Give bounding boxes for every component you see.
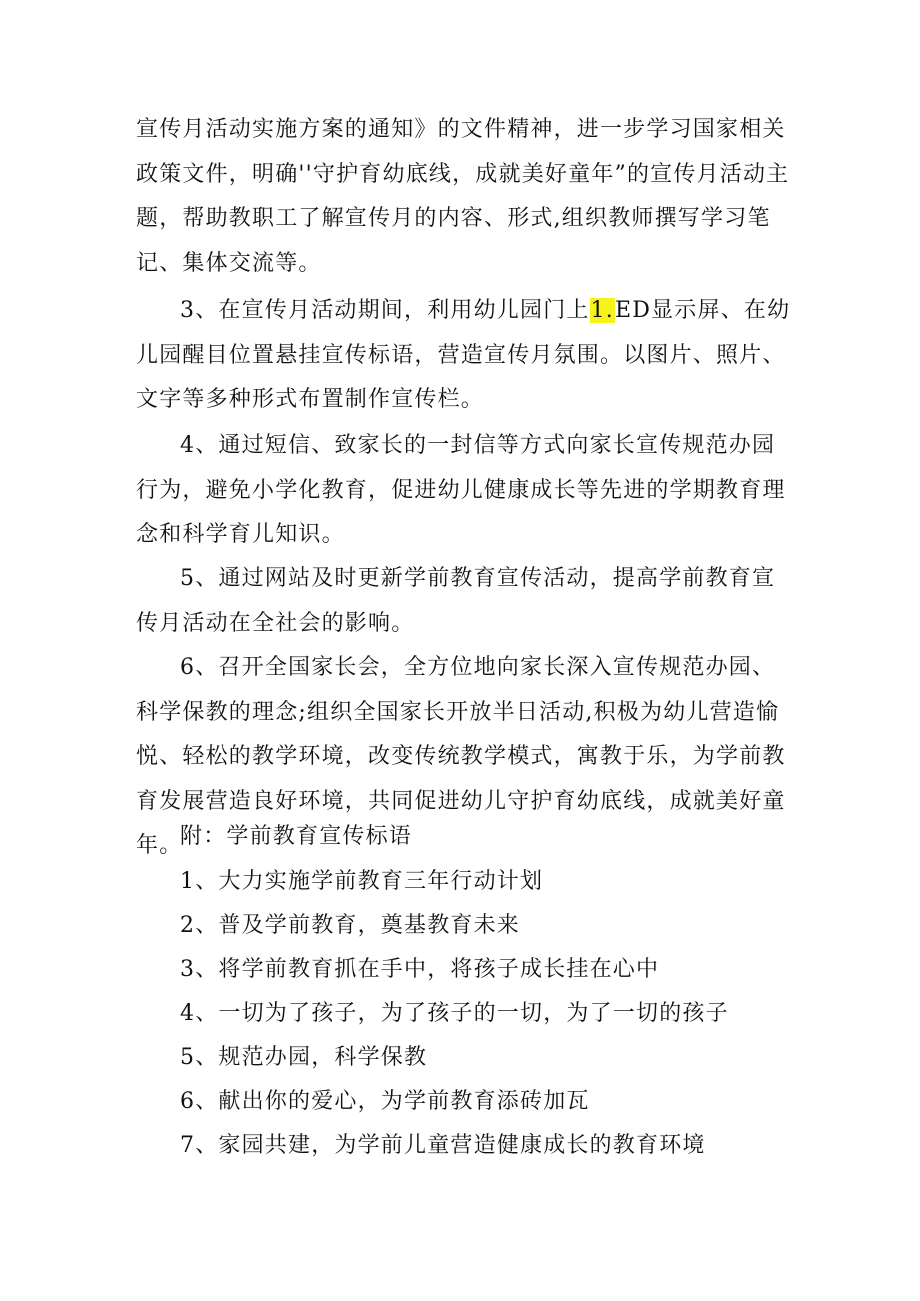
paragraph-3-text-after: ED显示屏、在幼儿园醒目位置悬挂宣传标语，营造宣传月氛围。以图片、照片、文字等多种形式布置制作宣传栏。 (136, 298, 791, 413)
slogan-item: 6、献出你的爱心，为学前教育添砖加瓦 (180, 1089, 590, 1114)
paragraph-5: 5、通过网站及时更新学前教育宣传活动，提高学前教育宣传月活动在全社会的影响。 (136, 566, 776, 636)
appendix-heading: 附：学前教育宣传标语 (180, 824, 413, 849)
slogan-item: 1、大力实施学前教育三年行动计划 (180, 869, 544, 894)
paragraph-3 (136, 289, 796, 423)
slogan-item: 3、将学前教育抓在手中，将孩子成长挂在心中 (180, 957, 660, 982)
paragraph-6: 6、召开全国家长会，全方位地向家长深入宣传规范办园、科学保教的理念;组织全国家长开放半日活动,积极为幼儿营造愉悦、轻松的教学环境，改变传统教学模式，寓教于乐，为学前教育发展营造良好环境，共同促进幼儿守护育幼底线，成就美好童年。 (136, 655, 786, 859)
paragraph-3-text-before: 3、在宣传月活动期间，利用幼儿园门上 (180, 298, 590, 323)
slogan-item: 4、一切为了孩子，为了孩子的一切，为了一切的孩子 (180, 1001, 729, 1026)
slogan-item: 7、家园共建，为学前儿童营造健康成长的教育环境 (180, 1133, 706, 1158)
slogan-item: 5、规范办园，科学保教 (180, 1045, 428, 1070)
paragraph-continuation: 宣传月活动实施方案的通知》的文件精神，进一步学习国家相关政策文件，明确''守护育幼底线，成就美好童年”的宣传月活动主题，帮助教职工了解宣传月的内容、形式,组织教师撰写学习笔记、集体交流等。 (136, 117, 790, 276)
paragraph-4: 4、通过短信、致家长的一封信等方式向家长宣传规范办园行为，避免小学化教育，促进幼儿健康成长等先进的学期教育理念和科学育儿知识。 (136, 433, 786, 548)
slogan-item: 2、普及学前教育，奠基教育未来 (180, 913, 520, 938)
highlighted-text: 1. (590, 298, 614, 323)
